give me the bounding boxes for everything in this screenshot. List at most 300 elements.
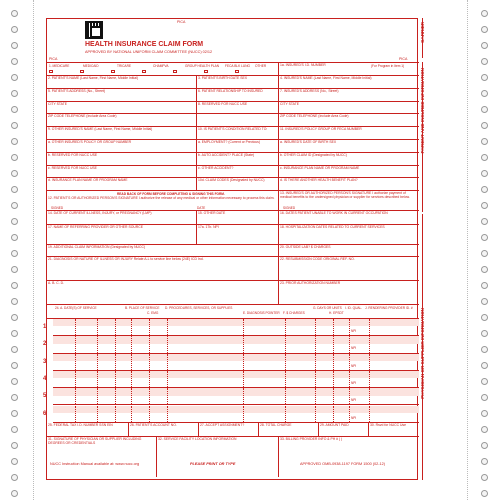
field-label: c. RESERVED FOR NUCC USE bbox=[48, 165, 97, 170]
insurance-checkboxes[interactable] bbox=[49, 70, 277, 74]
column-divider bbox=[285, 354, 286, 370]
column-divider bbox=[75, 388, 76, 404]
tractor-hole bbox=[481, 122, 488, 129]
medicare-label: 1. MEDICARE bbox=[49, 64, 70, 68]
form-field-left[interactable] bbox=[47, 225, 197, 244]
provider-field[interactable] bbox=[47, 437, 157, 477]
patient-signature-text: 12. PATIENT'S OR AUTHORIZED PERSON'S SIGNATURE I authorize the release of any medical or other information necessary to process this claim. bbox=[48, 196, 275, 200]
column-divider bbox=[285, 406, 286, 422]
form-field-mid[interactable] bbox=[197, 89, 279, 101]
tractor-hole bbox=[11, 330, 18, 337]
field-label: 21. DIAGNOSIS OR NATURE OF ILLNESS OR INJURY Relate A-L to service line below (24E) ICD Ind. bbox=[48, 257, 204, 261]
tractor-hole bbox=[481, 282, 488, 289]
column-divider bbox=[115, 336, 116, 352]
form-field-right[interactable] bbox=[279, 127, 419, 139]
column-divider bbox=[243, 388, 244, 404]
tractor-hole bbox=[11, 154, 18, 161]
npi-label: NPI bbox=[351, 329, 357, 333]
column-divider bbox=[369, 406, 370, 422]
tractor-hole bbox=[481, 26, 488, 33]
column-divider bbox=[149, 354, 150, 370]
tractor-hole bbox=[481, 346, 488, 353]
field-label: 28. TOTAL CHARGE bbox=[260, 423, 292, 427]
form-row bbox=[47, 211, 419, 225]
tractor-hole bbox=[481, 186, 488, 193]
column-divider bbox=[149, 406, 150, 422]
column-divider bbox=[115, 354, 116, 370]
column-divider bbox=[369, 371, 370, 387]
field-label: b. OTHER CLAIM ID (Designated by NUCC) bbox=[280, 152, 347, 157]
tractor-hole bbox=[11, 122, 18, 129]
column-divider bbox=[131, 388, 132, 404]
tractor-hole bbox=[11, 394, 18, 401]
column-divider bbox=[349, 336, 350, 352]
column-divider bbox=[149, 371, 150, 387]
form-field-mid[interactable] bbox=[197, 211, 279, 224]
for-program-label: (For Program in Item 1) bbox=[371, 64, 405, 68]
provider-field[interactable] bbox=[279, 437, 419, 477]
form-field-left[interactable] bbox=[47, 127, 197, 139]
service-line[interactable] bbox=[43, 354, 419, 371]
field-label: 15. OTHER DATE bbox=[198, 211, 226, 215]
form-row bbox=[47, 140, 419, 153]
insurance-type-cell[interactable] bbox=[47, 63, 279, 75]
insured-id-cell[interactable] bbox=[279, 63, 419, 75]
column-divider bbox=[167, 336, 168, 352]
approval-note: APPROVED BY NATIONAL UNIFORM CLAIM COMMITTEE (NUCC) 02/12 bbox=[85, 50, 213, 54]
tractor-hole bbox=[11, 218, 18, 225]
form-field-right[interactable] bbox=[279, 140, 419, 152]
tractor-hole bbox=[11, 74, 18, 81]
column-divider bbox=[97, 406, 98, 422]
column-divider bbox=[115, 406, 116, 422]
column-divider bbox=[285, 371, 286, 387]
svc-emg-header: C. EMG bbox=[147, 311, 159, 315]
form-field-left[interactable] bbox=[47, 89, 197, 101]
footer-print: PLEASE PRINT OR TYPE bbox=[190, 462, 236, 466]
tractor-hole bbox=[481, 90, 488, 97]
tractor-hole bbox=[11, 282, 18, 289]
right-tractor-strip bbox=[470, 0, 500, 500]
form-field-right[interactable] bbox=[279, 178, 419, 190]
form-field-right[interactable] bbox=[279, 245, 419, 256]
field-label: b. RESERVED FOR NUCC USE bbox=[48, 152, 98, 157]
column-divider bbox=[167, 354, 168, 370]
footer-approved: APPROVED OMB-0938-1197 FORM 1500 (02-12) bbox=[300, 462, 385, 466]
tractor-hole bbox=[11, 42, 18, 49]
column-divider bbox=[369, 319, 370, 335]
tractor-hole bbox=[11, 314, 18, 321]
column-divider bbox=[315, 406, 316, 422]
form-field-mid[interactable] bbox=[197, 140, 279, 152]
column-divider bbox=[333, 406, 334, 422]
field-label: c. OTHER ACCIDENT? bbox=[198, 165, 234, 170]
service-line[interactable] bbox=[43, 319, 419, 336]
tractor-hole bbox=[481, 378, 488, 385]
column-divider bbox=[315, 388, 316, 404]
form-field-left[interactable] bbox=[47, 114, 197, 126]
form-field-right[interactable] bbox=[279, 102, 419, 114]
field-label: CITY STATE bbox=[48, 101, 68, 106]
field-label: 6. PATIENT RELATIONSHIP TO INSURED bbox=[198, 88, 263, 93]
field-label: 9. OTHER INSURED'S NAME (Last Name, First Name, Middle Initial) bbox=[48, 127, 153, 132]
tractor-hole bbox=[11, 490, 18, 497]
totals-field[interactable] bbox=[259, 423, 319, 436]
form-field-right[interactable] bbox=[279, 76, 419, 88]
svc-units-header: G. DAYS OR UNITS bbox=[313, 306, 342, 310]
line-number: 6 bbox=[43, 410, 47, 417]
tractor-hole bbox=[11, 58, 18, 65]
service-line[interactable] bbox=[43, 336, 419, 353]
column-divider bbox=[131, 406, 132, 422]
column-divider bbox=[97, 354, 98, 370]
column-divider bbox=[75, 319, 76, 335]
totals-field[interactable] bbox=[47, 423, 129, 436]
form-title: HEALTH INSURANCE CLAIM FORM bbox=[85, 41, 204, 48]
tractor-hole bbox=[481, 10, 488, 17]
form-field-right[interactable] bbox=[279, 114, 419, 126]
form-field-mid[interactable] bbox=[197, 225, 279, 244]
form-row bbox=[47, 76, 419, 89]
form-field-mid[interactable] bbox=[197, 178, 279, 190]
form-row bbox=[47, 257, 419, 281]
form-row bbox=[47, 102, 419, 115]
form-field-mid[interactable] bbox=[197, 153, 279, 165]
tractor-hole bbox=[481, 138, 488, 145]
field-label: 22. RESUBMISSION CODE ORIGINAL REF. NO. bbox=[280, 257, 355, 261]
row-insurance-type bbox=[47, 63, 419, 76]
column-divider bbox=[149, 336, 150, 352]
column-divider bbox=[349, 406, 350, 422]
form-field-left[interactable] bbox=[47, 166, 197, 178]
field-label: 23. PRIOR AUTHORIZATION NUMBER bbox=[280, 281, 341, 285]
column-divider bbox=[369, 336, 370, 352]
date-label: DATE bbox=[197, 206, 206, 210]
tractor-hole bbox=[481, 490, 488, 497]
form-row bbox=[47, 114, 419, 127]
npi-label: NPI bbox=[351, 363, 357, 368]
tractor-hole bbox=[481, 426, 488, 433]
column-divider bbox=[369, 388, 370, 404]
totals-field[interactable] bbox=[199, 423, 259, 436]
column-divider bbox=[131, 336, 132, 352]
service-line-shade bbox=[53, 406, 419, 413]
form-field-mid[interactable] bbox=[197, 114, 279, 126]
totals-field[interactable] bbox=[369, 423, 419, 436]
column-divider bbox=[285, 336, 286, 352]
field-label: 29. AMOUNT PAID bbox=[320, 423, 349, 427]
column-divider bbox=[97, 371, 98, 387]
field-label: b. AUTO ACCIDENT? PLACE (State) bbox=[198, 152, 255, 157]
insured-id-label: 1a. INSURED'S I.D. NUMBER bbox=[280, 63, 326, 67]
npi-label: NPI bbox=[351, 398, 357, 403]
form-row bbox=[47, 89, 419, 102]
field-label: a. EMPLOYMENT? (Current or Previous) bbox=[198, 140, 260, 144]
column-divider bbox=[97, 336, 98, 352]
tractor-hole bbox=[11, 138, 18, 145]
column-divider bbox=[167, 388, 168, 404]
service-line-shade bbox=[53, 336, 419, 343]
form-field-right[interactable] bbox=[279, 281, 419, 304]
npi-label: NPI bbox=[351, 380, 357, 385]
tractor-hole bbox=[481, 42, 488, 49]
column-divider bbox=[349, 388, 350, 404]
form-row bbox=[47, 127, 419, 140]
column-divider bbox=[243, 354, 244, 370]
service-line-shade bbox=[53, 388, 419, 395]
service-line[interactable] bbox=[43, 371, 419, 388]
column-divider bbox=[75, 336, 76, 352]
column-divider bbox=[285, 319, 286, 335]
column-divider bbox=[243, 319, 244, 335]
totals-field[interactable] bbox=[319, 423, 369, 436]
form-field-mid[interactable] bbox=[197, 102, 279, 114]
form-field-right[interactable] bbox=[279, 257, 419, 280]
tractor-hole bbox=[481, 58, 488, 65]
form-row bbox=[47, 178, 419, 191]
field-label: 33. BILLING PROVIDER INFO & PH # ( ) bbox=[280, 437, 343, 441]
pica-left: PICA bbox=[49, 57, 58, 61]
column-divider bbox=[315, 371, 316, 387]
field-label: ZIP CODE TELEPHONE (Include Area Code) bbox=[48, 114, 117, 119]
form-row bbox=[47, 153, 419, 166]
field-label: A. B. C. D. bbox=[48, 281, 65, 285]
service-line-shade bbox=[53, 354, 419, 361]
tractor-hole bbox=[11, 442, 18, 449]
line-number: 5 bbox=[43, 393, 47, 400]
insured-signature-text: 13. INSURED'S OR AUTHORIZED PERSON'S SIGNATURE I authorize payment of medical benefits to the undersigned physician or supplier for services described below. bbox=[280, 191, 410, 199]
tractor-hole bbox=[11, 10, 18, 17]
tractor-hole bbox=[11, 474, 18, 481]
svc-epsdt-header: H. EPSDT bbox=[329, 311, 344, 315]
column-divider bbox=[115, 319, 116, 335]
svc-place-header: B. PLACE OF SERVICE bbox=[125, 306, 160, 310]
field-label: 20. OUTSIDE LAB? $ CHARGES bbox=[280, 245, 331, 249]
form-field-right[interactable] bbox=[279, 166, 419, 178]
column-divider bbox=[315, 354, 316, 370]
claim-form bbox=[43, 18, 418, 480]
line-number: 4 bbox=[43, 375, 47, 382]
tractor-hole bbox=[11, 362, 18, 369]
column-divider bbox=[315, 319, 316, 335]
form-field-mid[interactable] bbox=[197, 166, 279, 178]
tractor-hole bbox=[481, 234, 488, 241]
signed-label: SIGNED bbox=[51, 206, 64, 210]
form-field-mid[interactable] bbox=[197, 127, 279, 139]
column-divider bbox=[167, 319, 168, 335]
tractor-hole bbox=[11, 426, 18, 433]
field-label: a. OTHER INSURED'S POLICY OR GROUP NUMBER bbox=[48, 140, 132, 144]
line-number: 1 bbox=[43, 324, 47, 330]
column-divider bbox=[75, 406, 76, 422]
field-label: c. INSURANCE PLAN NAME OR PROGRAM NAME bbox=[280, 165, 360, 170]
field-label: 10d. CLAIM CODES (Designated by NUCC) bbox=[198, 178, 265, 183]
tractor-hole bbox=[11, 378, 18, 385]
column-divider bbox=[75, 371, 76, 387]
left-perforation bbox=[33, 0, 34, 500]
read-back-note: READ BACK OF FORM BEFORE COMPLETING & SIGNING THIS FORM. bbox=[117, 192, 225, 196]
tractor-hole bbox=[11, 170, 18, 177]
right-perforation bbox=[467, 0, 468, 500]
form-field-left[interactable] bbox=[47, 153, 197, 165]
tractor-hole bbox=[11, 90, 18, 97]
field-label: 27. ACCEPT ASSIGNMENT? bbox=[200, 423, 245, 427]
svc-procedure-header: D. PROCEDURES, SERVICES, OR SUPPLIES bbox=[165, 306, 233, 310]
column-divider bbox=[131, 371, 132, 387]
field-label: 7. INSURED'S ADDRESS (No., Street) bbox=[280, 88, 339, 93]
form-field-left[interactable] bbox=[47, 281, 279, 304]
field-label: 3. PATIENT'S BIRTH DATE SEX bbox=[198, 76, 248, 80]
carrier-label: CARRIER bbox=[420, 22, 425, 43]
tractor-hole bbox=[481, 362, 488, 369]
column-divider bbox=[115, 388, 116, 404]
form-field-left[interactable] bbox=[47, 140, 197, 152]
form-row bbox=[47, 281, 419, 305]
tractor-hole bbox=[481, 202, 488, 209]
field-label: 17. NAME OF REFERRING PROVIDER OR OTHER SOURCE bbox=[48, 225, 143, 229]
tractor-hole bbox=[481, 106, 488, 113]
tractor-hole bbox=[11, 298, 18, 305]
field-label: 11. INSURED'S POLICY GROUP OR FECA NUMBER bbox=[280, 127, 362, 132]
form-field-left[interactable] bbox=[47, 257, 279, 280]
provider-field[interactable] bbox=[157, 437, 279, 477]
tricare-label: TRICARE bbox=[117, 64, 131, 68]
tractor-hole bbox=[481, 474, 488, 481]
field-label: 25. FEDERAL TAX I.D. NUMBER SSN EIN bbox=[48, 423, 113, 427]
column-divider bbox=[167, 406, 168, 422]
champva-label: CHAMPVA bbox=[153, 64, 169, 68]
tractor-hole bbox=[481, 330, 488, 337]
service-line[interactable] bbox=[43, 388, 419, 405]
tractor-hole bbox=[481, 442, 488, 449]
field-label: 10. IS PATIENT'S CONDITION RELATED TO: bbox=[198, 127, 268, 132]
patient-info-label: PATIENT AND INSURED INFORMATION bbox=[420, 68, 425, 154]
tractor-hole bbox=[481, 74, 488, 81]
qr-code-icon bbox=[85, 21, 103, 39]
column-divider bbox=[333, 336, 334, 352]
tractor-hole bbox=[481, 314, 488, 321]
field-label: CITY STATE bbox=[280, 101, 300, 106]
tractor-hole bbox=[481, 218, 488, 225]
column-divider bbox=[243, 371, 244, 387]
form-row bbox=[47, 166, 419, 179]
form-row bbox=[47, 245, 419, 257]
tractor-hole bbox=[11, 186, 18, 193]
form-field-left[interactable] bbox=[47, 76, 197, 88]
tractor-hole bbox=[11, 250, 18, 257]
field-label: 17a. 17b. NPI bbox=[198, 225, 219, 229]
tractor-hole bbox=[11, 106, 18, 113]
service-line-shade bbox=[53, 319, 419, 326]
form-field-right[interactable] bbox=[279, 89, 419, 101]
provider-signature-row bbox=[47, 437, 419, 477]
tractor-hole bbox=[11, 410, 18, 417]
tractor-hole bbox=[481, 394, 488, 401]
group-health-label: GROUP HEALTH PLAN bbox=[185, 64, 220, 68]
tractor-hole bbox=[481, 154, 488, 161]
physician-info-label: PHYSICIAN OR SUPPLIER INFORMATION bbox=[420, 308, 425, 399]
field-label: a. INSURED'S DATE OF BIRTH SEX bbox=[280, 140, 337, 144]
totals-row bbox=[47, 423, 419, 437]
side-labels bbox=[418, 18, 432, 480]
field-label: 16. DATES PATIENT UNABLE TO WORK IN CURRENT OCCUPATION bbox=[280, 211, 388, 215]
totals-field[interactable] bbox=[129, 423, 199, 436]
form-field-left[interactable] bbox=[47, 245, 279, 256]
npi-label: NPI bbox=[351, 346, 357, 351]
svc-diagnosis-header: E. DIAGNOSIS POINTER bbox=[243, 311, 280, 315]
service-line-shade bbox=[53, 371, 419, 378]
column-divider bbox=[333, 388, 334, 404]
form-field-right[interactable] bbox=[279, 153, 419, 165]
medicaid-label: MEDICAID bbox=[83, 64, 99, 68]
column-divider bbox=[333, 319, 334, 335]
column-divider bbox=[315, 336, 316, 352]
tractor-hole bbox=[11, 346, 18, 353]
column-divider bbox=[243, 336, 244, 352]
column-divider bbox=[149, 388, 150, 404]
column-divider bbox=[349, 319, 350, 335]
form-field-mid[interactable] bbox=[197, 76, 279, 88]
tractor-hole bbox=[11, 202, 18, 209]
tractor-hole bbox=[481, 266, 488, 273]
insured-signature-cell[interactable] bbox=[279, 191, 419, 210]
tractor-hole bbox=[481, 298, 488, 305]
form-field-left[interactable] bbox=[47, 178, 197, 190]
form-header bbox=[47, 19, 419, 63]
column-divider bbox=[369, 354, 370, 370]
line-number: 2 bbox=[43, 341, 47, 348]
tractor-hole bbox=[11, 234, 18, 241]
field-label: 26. PATIENT'S ACCOUNT NO. bbox=[130, 423, 177, 427]
field-label: 30. Rsvd for NUCC Use bbox=[370, 423, 406, 427]
form-field-right[interactable] bbox=[279, 211, 419, 224]
column-divider bbox=[349, 354, 350, 370]
column-divider bbox=[115, 371, 116, 387]
column-divider bbox=[149, 319, 150, 335]
form-field-right[interactable] bbox=[279, 225, 419, 244]
column-divider bbox=[285, 388, 286, 404]
column-divider bbox=[131, 354, 132, 370]
footer-nucc: NUCC Instruction Manual available at: www.nucc.org bbox=[50, 462, 140, 466]
patient-signature-cell[interactable] bbox=[47, 191, 279, 210]
svc-charges-header: F. $ CHARGES bbox=[283, 311, 305, 315]
service-header bbox=[47, 305, 419, 319]
tractor-hole bbox=[11, 266, 18, 273]
pica-top: PICA bbox=[177, 20, 186, 24]
form-field-left[interactable] bbox=[47, 102, 197, 114]
column-divider bbox=[333, 354, 334, 370]
column-divider bbox=[333, 371, 334, 387]
column-divider bbox=[167, 371, 168, 387]
field-label: ZIP CODE TELEPHONE (Include Area Code) bbox=[280, 114, 349, 119]
left-tractor-strip bbox=[0, 0, 30, 500]
tractor-hole bbox=[481, 170, 488, 177]
insured-signed-label: SIGNED bbox=[283, 206, 296, 210]
tractor-hole bbox=[481, 458, 488, 465]
line-number: 3 bbox=[43, 358, 47, 365]
tractor-hole bbox=[11, 458, 18, 465]
signature-row bbox=[47, 191, 419, 211]
feca-label: FECA BLK LUNG bbox=[225, 64, 250, 68]
svc-qual-header: I. ID. QUAL. bbox=[345, 306, 363, 310]
field-label: 18. HOSPITALIZATION DATES RELATED TO CURRENT SERVICES bbox=[280, 225, 385, 229]
field-label: 32. SERVICE FACILITY LOCATION INFORMATION bbox=[158, 437, 237, 441]
form-field-left[interactable] bbox=[47, 211, 197, 224]
field-label: 19. ADDITIONAL CLAIM INFORMATION (Designated by NUCC) bbox=[48, 245, 146, 249]
field-label: 8. RESERVED FOR NUCC USE bbox=[198, 101, 248, 106]
service-line[interactable] bbox=[43, 406, 419, 423]
column-divider bbox=[97, 319, 98, 335]
